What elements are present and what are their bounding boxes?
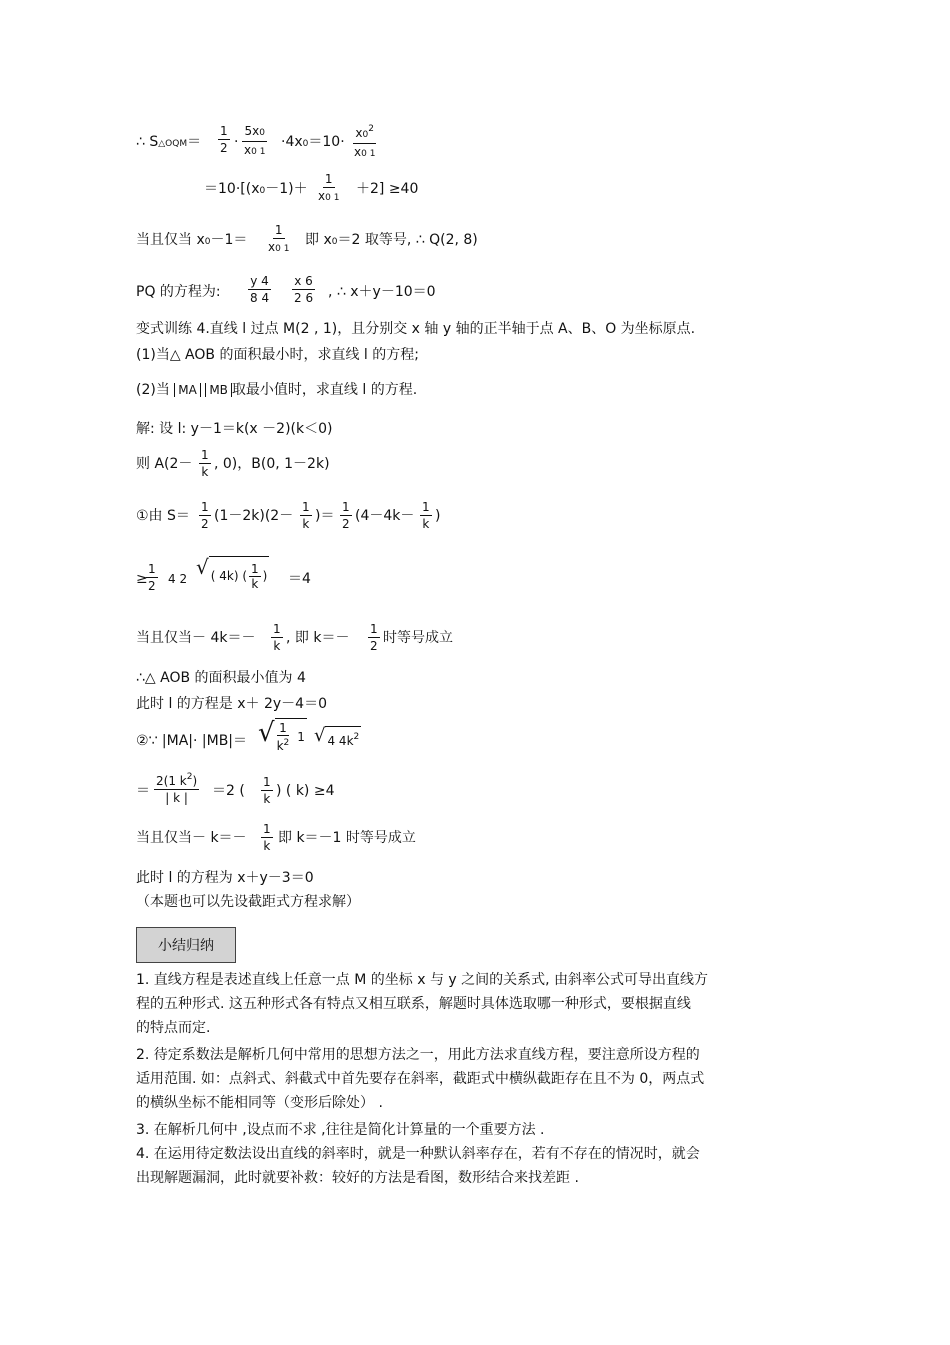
formula-line-1 [136, 133, 201, 153]
radicand [209, 556, 270, 593]
note: （本题也可以先设截距式方程求解） [136, 894, 360, 910]
text: ) ( k) ≥4 [276, 783, 335, 799]
numerator: 1 [324, 172, 333, 186]
text: 即 x [305, 232, 332, 248]
numerator: 1 [302, 500, 310, 514]
formula-text [281, 133, 345, 153]
fraction [368, 622, 380, 653]
exercise-statement: 变式训练 4.直线 l 过点 M(2 , 1)，且分别交 x 轴 y 轴的正半轴于点 A、B、O 为坐标原点. [136, 321, 696, 337]
text: 4 2 [168, 572, 188, 586]
min-area-statement: ∴△ AOB 的面积最小值为 4 [136, 670, 306, 686]
text: ≥ [136, 571, 148, 587]
text: 的特点而定. [136, 1020, 211, 1036]
numerator: y 4 [250, 274, 269, 288]
fraction [300, 500, 312, 531]
question-1: (1)当△ AOB 的面积最小时，求直线 l 的方程; [136, 347, 419, 363]
numerator: 1 [342, 500, 350, 514]
denominator [277, 736, 290, 753]
denominator: k [263, 839, 271, 853]
text: 1 [297, 730, 305, 744]
numerator: 1 [263, 775, 271, 789]
denominator [242, 142, 267, 159]
fraction [340, 500, 352, 531]
formula-line-2 [204, 180, 308, 200]
text: ＝2 取等号, ∴ Q(2, 8) [337, 232, 478, 248]
denominator: 2 [148, 579, 156, 593]
summary-point-1 [136, 968, 816, 1040]
line-equation-2: 此时 l 的方程为 x＋y－3＝0 [136, 870, 314, 886]
text: ①由 S＝ [136, 508, 190, 524]
denominator [316, 188, 341, 205]
fraction [261, 822, 273, 853]
subscript: 0 [204, 237, 211, 247]
formula-text [305, 231, 478, 251]
denominator: 2 6 [294, 291, 314, 305]
fraction [292, 274, 315, 305]
text: (1－2k)(2－ [214, 508, 294, 524]
text: ∴ S [136, 134, 159, 150]
denominator: k [201, 465, 209, 479]
numerator: 1 [370, 622, 378, 636]
text: (4－4k－ [355, 508, 415, 524]
superscript: 2 [368, 124, 374, 134]
denominator [352, 144, 377, 161]
text: 3. 在解析几何中 ,设点而不求 ,往往是简化计算量的一个重要方法 . [136, 1122, 545, 1138]
text: x [244, 143, 252, 157]
summary-heading-box [136, 927, 236, 963]
text: 当且仅当 x [136, 232, 205, 248]
denominator: k [273, 639, 281, 653]
numerator: 1 [422, 500, 430, 514]
text: PQ 的方程为: [136, 284, 221, 300]
text: x [268, 240, 276, 254]
subscript: 0 1 [251, 147, 266, 157]
subscript: 0 [362, 130, 369, 140]
fraction [154, 770, 199, 805]
subscript: 0 [259, 186, 266, 196]
radicand [325, 726, 361, 749]
denominator [266, 239, 291, 256]
subscript: 0 [259, 128, 265, 138]
numerator: 1 [251, 561, 259, 576]
subscript: 0 1 [361, 149, 376, 159]
text: 当且仅当－ k＝－ [136, 830, 247, 846]
subscript: 0 1 [275, 244, 290, 254]
numerator [353, 122, 376, 144]
fraction [271, 622, 283, 653]
subscript: △OQM [158, 139, 188, 149]
text: 4 4k [327, 734, 354, 748]
text: 4. 在运用待定数法设出直线的斜率时，就是一种默认斜率存在，若有不存在的情况时，就会 [136, 1146, 700, 1162]
text: ②∵ |MA|· |MB|＝ [136, 733, 248, 749]
text: ＝ [187, 134, 202, 150]
text: 取最小值时，求直线 l 的方程. [231, 382, 418, 398]
text: ＋2] ≥40 [356, 181, 419, 197]
text: x [354, 145, 362, 159]
text: －1)＋ [265, 181, 308, 197]
fraction [199, 500, 211, 531]
superscript: 2 [186, 772, 193, 782]
text: 出现解题漏洞，此时就要补救：较好的方法是看图，数形结合来找差距 . [136, 1170, 579, 1186]
abs-mb: MB [205, 383, 232, 397]
text: 程的五种形式. 这五种形式各有特点又相互联系，解题时具体选取哪一种形式，要根据直线 [136, 996, 691, 1012]
text: 2. 待定系数法是解析几何中常用的思想方法之一，用此方法求直线方程，要注意所设方程的 [136, 1047, 700, 1063]
summary-point-2 [136, 1043, 816, 1115]
denominator: 2 [201, 517, 209, 531]
fraction [266, 223, 291, 256]
text: , ∴ x＋y－10＝0 [328, 284, 436, 300]
formula-line-3 [136, 231, 247, 251]
subscript: 0 [302, 139, 309, 149]
solution-setup: 解: 设 l: y－1＝k(x －2)(k＜0) [136, 421, 333, 437]
text: x [355, 126, 363, 140]
denominator: 2 [342, 517, 350, 531]
subscript: 0 [331, 237, 338, 247]
fraction [249, 562, 261, 591]
text: ) [435, 508, 441, 524]
denominator: | k | [165, 791, 188, 805]
denominator: k [251, 576, 259, 591]
abs-ma: MA [174, 383, 201, 397]
text: 当且仅当－ 4k＝－ [136, 630, 256, 646]
radical-sign: √ [314, 725, 326, 746]
text: (2)当 [136, 382, 170, 398]
subscript: 0 1 [325, 193, 340, 203]
text: · [234, 134, 239, 150]
numerator: 1 [201, 448, 209, 462]
text: 2(1 k [156, 774, 187, 788]
numerator: 1 [279, 721, 287, 735]
numerator: 1 [274, 223, 283, 237]
text: 的横纵坐标不能相同等（变形后除处） . [136, 1095, 383, 1111]
summary-point-4 [136, 1142, 816, 1190]
fraction [199, 448, 211, 479]
radical-sign: √ [258, 718, 275, 748]
text: 1. 直线方程是表述直线上任意一点 M 的坐标 x 与 y 之间的关系式, 由斜率公式可导出直线方 [136, 972, 709, 988]
denominator: k [302, 517, 310, 531]
numerator: 1 [220, 124, 228, 138]
summary-point-3 [136, 1118, 816, 1142]
text: k [276, 739, 284, 753]
text: ＝2 ( [212, 783, 245, 799]
radical-sign: √ [196, 555, 209, 579]
text: ( 4k) ( [210, 569, 248, 583]
superscript: 2 [353, 732, 360, 742]
numerator: 1 [273, 622, 281, 636]
fraction [316, 172, 341, 205]
numerator: 1 [263, 822, 271, 836]
sqrt [258, 718, 307, 753]
text: 则 A(2－ [136, 456, 193, 472]
radicand [275, 718, 307, 753]
summary-heading: 小结归纳 [158, 938, 214, 954]
text: ) [192, 774, 198, 788]
numerator [242, 124, 266, 142]
text: ＝4 [288, 571, 311, 587]
fraction [146, 562, 158, 593]
fraction [352, 122, 377, 161]
sqrt [196, 556, 269, 593]
text: ·4x [281, 134, 303, 150]
superscript: 2 [283, 738, 290, 748]
line-equation-1: 此时 l 的方程是 x＋ 2y－4＝0 [136, 696, 327, 712]
text: 5x [244, 124, 260, 138]
text: ＝ [136, 783, 150, 799]
denominator: 2 [220, 141, 228, 155]
text: , 0)，B(0, 1－2k) [214, 456, 330, 472]
denominator: k [263, 792, 271, 806]
text: x [318, 189, 326, 203]
fraction [242, 124, 267, 159]
text: 适用范围. 如：点斜式、斜截式中首先要存在斜率，截距式中横纵截距存在且不为 0，两点式 [136, 1071, 705, 1087]
denominator: 2 [370, 639, 378, 653]
fraction [218, 124, 230, 155]
numerator: x 6 [294, 274, 313, 288]
text: ＝10· [308, 134, 345, 150]
denominator: k [422, 517, 430, 531]
text: －1＝ [210, 232, 248, 248]
fraction [248, 274, 271, 305]
sqrt [314, 726, 361, 749]
fraction [277, 721, 290, 753]
fraction [261, 775, 273, 806]
text: 即 k＝－1 时等号成立 [278, 830, 416, 846]
numerator: 1 [201, 500, 209, 514]
numerator [154, 770, 199, 790]
numerator: 1 [148, 562, 156, 576]
denominator: 8 4 [250, 291, 270, 305]
text: ) [262, 569, 268, 583]
text: 时等号成立 [383, 630, 453, 646]
fraction [420, 500, 432, 531]
text: , 即 k＝－ [286, 630, 350, 646]
text: )＝ [315, 508, 335, 524]
text: ＝10·[(x [204, 181, 260, 197]
question-2 [136, 381, 417, 399]
